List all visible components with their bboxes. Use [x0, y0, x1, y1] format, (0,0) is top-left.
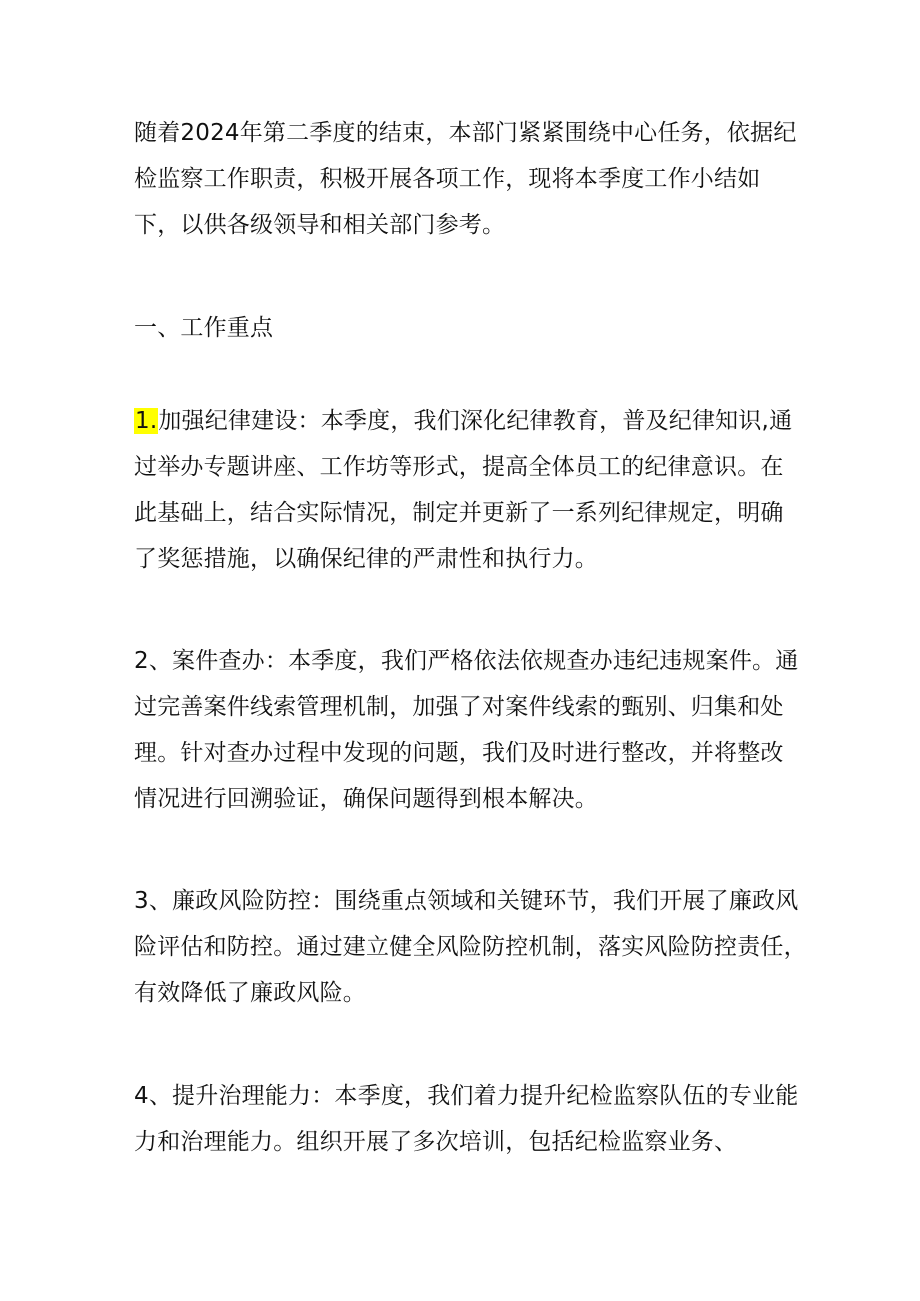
- item-3-paragraph: [134, 878, 807, 1016]
- item-1-number-highlight: 1.: [135, 408, 158, 434]
- item-2-paragraph: [134, 638, 804, 822]
- section-heading-text: 一、工作重点: [134, 315, 274, 341]
- intro-line: 随着2024年第二季度的结束，本部门紧紧围绕中心任务，依据纪: [134, 120, 797, 146]
- intro-line: 检监察工作职责，积极开展各项工作，现将本季度工作小结如: [134, 166, 761, 192]
- item-4-paragraph: [134, 1073, 804, 1165]
- item-1-line: 此基础上，结合实际情况，制定并更新了一系列纪律规定，明确: [134, 500, 784, 526]
- item-2-line: 情况进行回溯验证，确保问题得到根本解决。: [134, 786, 598, 812]
- item-1-line: 过举办专题讲座、工作坊等形式，提高全体员工的纪律意识。在: [134, 454, 784, 480]
- item-1-first-line: [134, 398, 804, 444]
- item-1-paragraph: [134, 398, 804, 582]
- item-3-line: 险评估和防控。通过建立健全风险防控机制，落实风险防控责任，: [134, 934, 807, 960]
- item-1-first-line-text: 加强纪律建设：本季度，我们深化纪律教育，普及纪律知识,通: [158, 408, 793, 434]
- item-3-line: 3、廉政风险防控：围绕重点领域和关键环节，我们开展了廉政风: [134, 888, 799, 914]
- intro-paragraph: [134, 110, 804, 248]
- section-heading: [134, 305, 804, 351]
- item-2-line: 过完善案件线索管理机制，加强了对案件线索的甄别、归集和处: [134, 694, 784, 720]
- item-2-line: 理。针对查办过程中发现的问题，我们及时进行整改，并将整改: [134, 740, 784, 766]
- item-4-line: 4、提升治理能力：本季度，我们着力提升纪检监察队伍的专业能: [134, 1083, 799, 1109]
- item-3-line: 有效降低了廉政风险。: [134, 980, 366, 1006]
- item-4-line: 力和治理能力。组织开展了多次培训，包括纪检监察业务、: [134, 1129, 738, 1155]
- intro-line: 下，以供各级领导和相关部门参考。: [134, 212, 506, 238]
- item-1-line: 了奖惩措施，以确保纪律的严肃性和执行力。: [134, 546, 598, 572]
- item-2-line: 2、案件查办：本季度，我们严格依法依规查办违纪违规案件。通: [134, 648, 799, 674]
